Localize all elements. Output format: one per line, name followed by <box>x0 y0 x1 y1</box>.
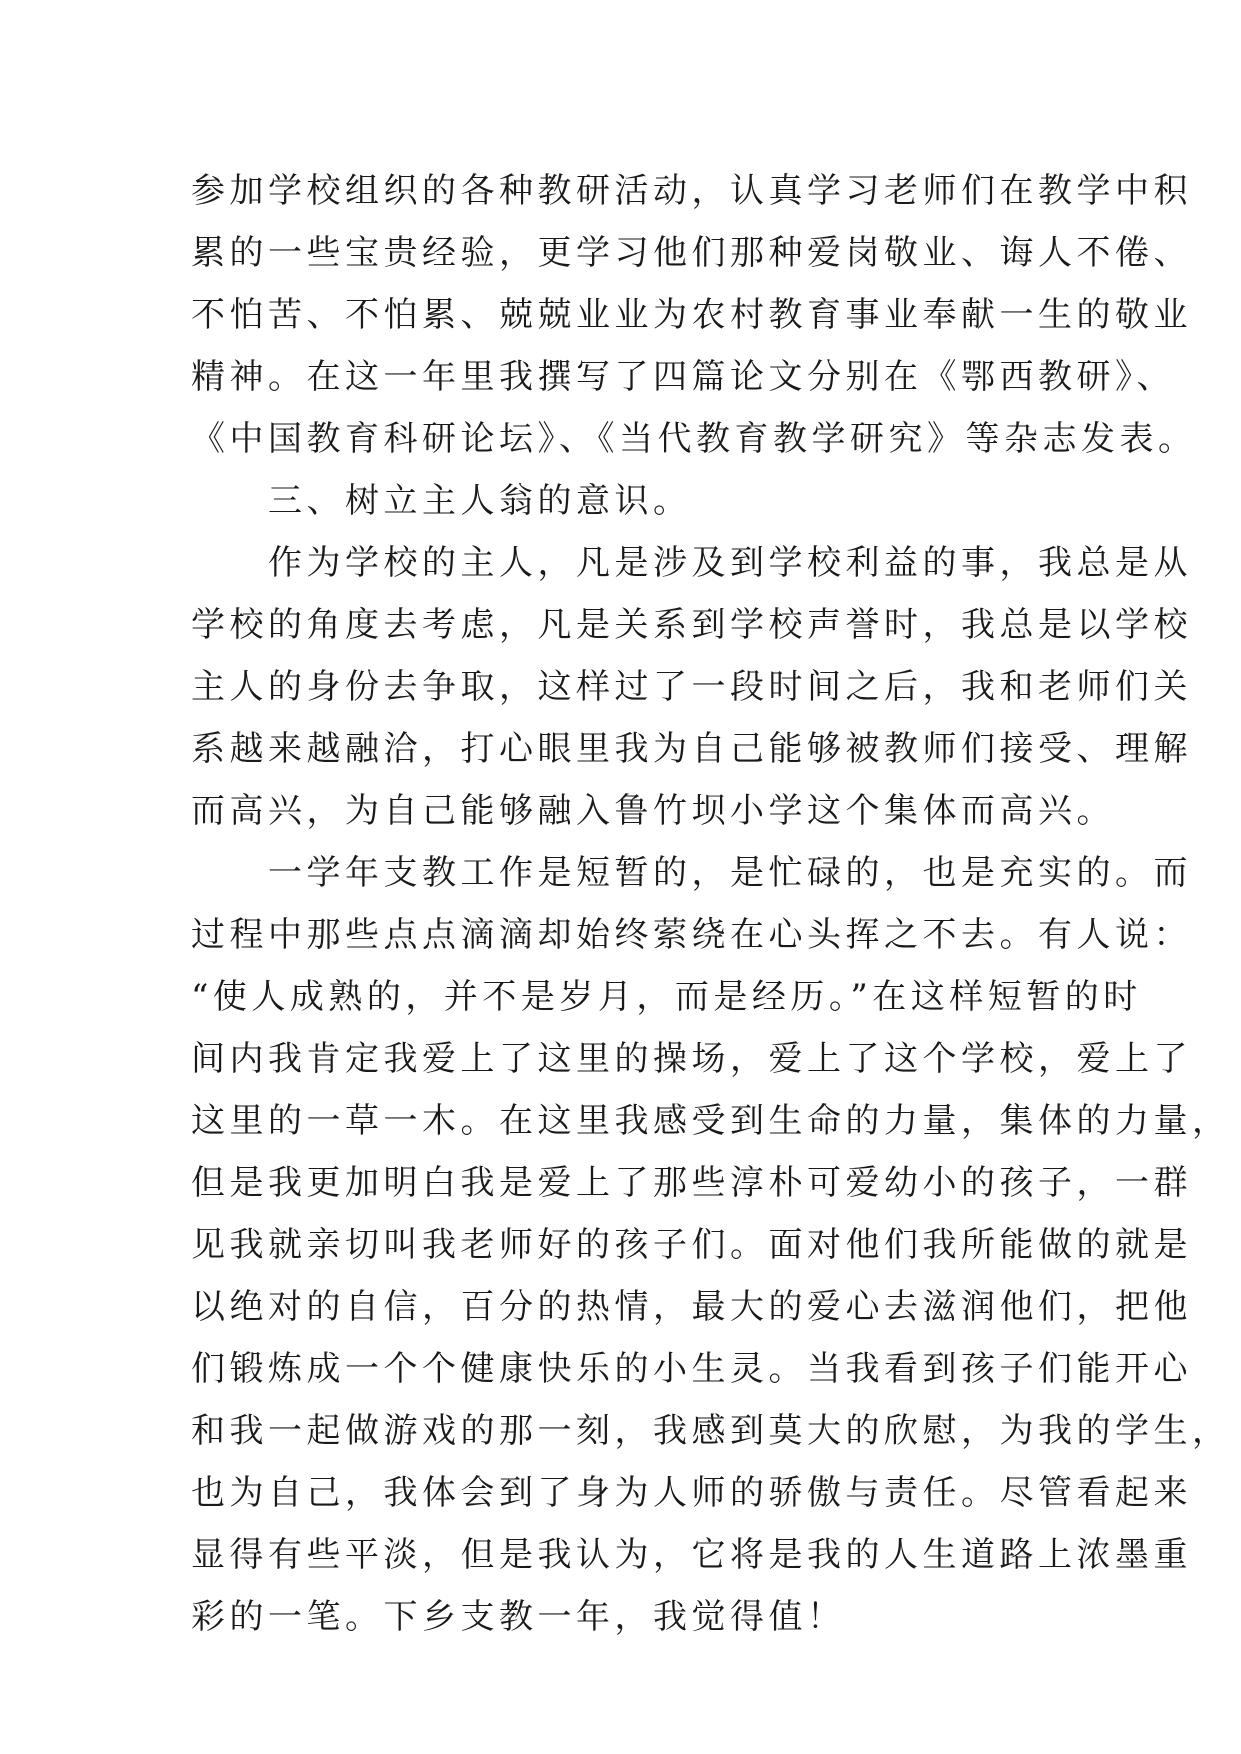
text-line: 作为学校的主人，凡是涉及到学校利益的事，我总是从 <box>191 543 1192 583</box>
text-line: 累的一些宝贵经验，更学习他们那种爱岗敬业、诲人不倦、 <box>191 233 1192 273</box>
text-line: 见我就亲切叫我老师好的孩子们。面对他们我所能做的就是 <box>191 1225 1192 1265</box>
text-line: 主人的身份去争取，这样过了一段时间之后，我和老师们关 <box>191 667 1192 707</box>
text-line: “使人成熟的，并不是岁月，而是经历。”在这样短暂的时 <box>191 977 1142 1017</box>
text-line: 以绝对的自信，百分的热情，最大的爱心去滋润他们，把他 <box>191 1287 1192 1327</box>
text-line: 这里的一草一木。在这里我感受到生命的力量，集体的力量， <box>191 1101 1231 1141</box>
text-line: 们锻炼成一个个健康快乐的小生灵。当我看到孩子们能开心 <box>191 1349 1192 1389</box>
text-line: 参加学校组织的各种教研活动，认真学习老师们在教学中积 <box>191 171 1192 211</box>
section-heading: 三、树立主人翁的意识。 <box>191 481 692 521</box>
text-line: 《中国教育科研论坛》、《当代教育教学研究》等杂志发表。 <box>191 419 1197 459</box>
body-text <box>191 160 1231 1648</box>
text-line: 也为自己，我体会到了身为人师的骄傲与责任。尽管看起来 <box>191 1473 1192 1513</box>
text-line: 过程中那些点点滴滴却始终萦绕在心头挥之不去。有人说： <box>191 915 1192 955</box>
text-line: 间内我肯定我爱上了这里的操场，爱上了这个学校，爱上了 <box>191 1039 1192 1079</box>
text-line: 彩的一笔。下乡支教一年，我觉得值！ <box>191 1597 846 1637</box>
text-line: 一学年支教工作是短暂的，是忙碌的，也是充实的。而 <box>191 853 1192 893</box>
text-line: 但是我更加明白我是爱上了那些淳朴可爱幼小的孩子，一群 <box>191 1163 1192 1203</box>
text-line: 学校的角度去考虑，凡是关系到学校声誉时，我总是以学校 <box>191 605 1192 645</box>
text-line: 精神。在这一年里我撰写了四篇论文分别在《鄂西教研》、 <box>191 357 1175 397</box>
text-line: 不怕苦、不怕累、兢兢业业为农村教育事业奉献一生的敬业 <box>191 295 1192 335</box>
text-line: 显得有些平淡，但是我认为，它将是我的人生道路上浓墨重 <box>191 1535 1192 1575</box>
text-line: 和我一起做游戏的那一刻，我感到莫大的欣慰，为我的学生， <box>191 1411 1231 1451</box>
text-line: 系越来越融洽，打心眼里我为自己能够被教师们接受、理解 <box>191 729 1192 769</box>
text-line: 而高兴，为自己能够融入鲁竹坝小学这个集体而高兴。 <box>191 791 1115 831</box>
